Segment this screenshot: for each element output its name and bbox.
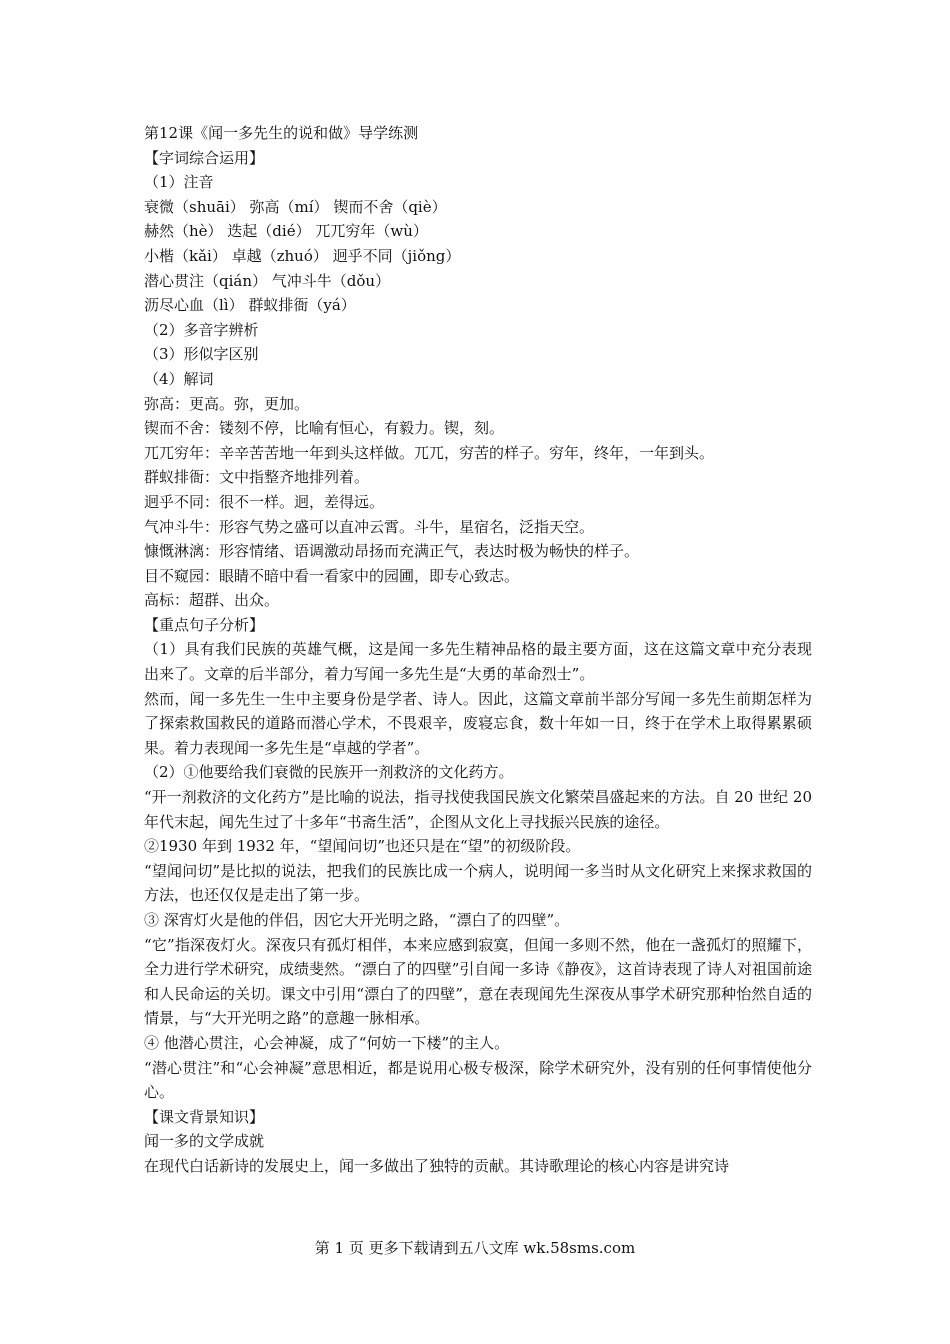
definition-line: 弥高：更高。弥，更加。 (144, 394, 310, 413)
definition-line: 锲而不舍：镂刻不停，比喻有恒心，有毅力。锲，刻。 (144, 419, 505, 438)
question-polyphone: （2）多音字辨析 (144, 320, 259, 339)
analysis-paragraph: （1）具有我们民族的英雄气概，这是闻一多先生精神品格的最主要方面，这在这篇文章中充分表现出来了。文章的后半部分，着力写闻一多先生是“大勇的革命烈士”。 (144, 640, 812, 684)
pinyin-line: 赫然（hè） 迭起（dié） 兀兀穷年（wù） (144, 222, 428, 241)
analysis-paragraph: “潜心贯注”和“心会神凝”意思相近，都是说用心极专极深，除学术研究外，没有别的任何事情使他分心。 (144, 1058, 812, 1102)
analysis-paragraph: “它”指深夜灯火。深夜只有孤灯相伴，本来应感到寂寞，但闻一多则不然，他在一盏孤灯的照耀下，全力进行学术研究，成绩斐然。“漂白了的四壁”引自闻一多诗《静夜》，这首诗表现了诗人对祖国前途和人民命运的关切。课文中引用“漂白了的四壁”，意在表现闻先生深夜从事学术研究那种怡然自适的情景，与“大开光明之路”的意趣一脉相承。 (144, 935, 812, 1028)
analysis-paragraph: “开一剂救济的文化药方”是比喻的说法，指寻找使我国民族文化繁荣昌盛起来的方法。自 20 世纪 20 年代末起，闻先生过了十多年“书斋生活”，企图从文化上寻找振兴民族的途径。 (144, 788, 812, 831)
body-paragraph: 在现代白话新诗的发展史上，闻一多做出了独特的贡献。其诗歌理论的核心内容是讲究诗 (144, 1156, 730, 1175)
section-heading-key-sentences: 【重点句子分析】 (144, 615, 265, 634)
pinyin-line: 沥尽心血（lì） 群蚁排衙（yá） (144, 296, 356, 315)
pinyin-line: 潜心贯注（qián） 气冲斗牛（dǒu） (144, 271, 391, 290)
analysis-paragraph: “望闻问切”是比拟的说法，把我们的民族比成一个病人，说明闻一多当时从文化研究上来探求救国的方法，也还仅仅是走出了第一步。 (144, 861, 812, 905)
pinyin-line: 小楷（kǎi） 卓越（zhuó） 迥乎不同（jiǒng） (144, 246, 461, 265)
question-pinyin: （1）注音 (144, 173, 214, 192)
analysis-paragraph: （2）①他要给我们衰微的民族开一剂救济的文化药方。 (144, 763, 514, 782)
section-heading-vocabulary: 【字词综合运用】 (144, 148, 265, 167)
definition-line: 兀兀穷年：辛辛苦苦地一年到头这样做。兀兀，穷苦的样子。穷年，终年，一年到头。 (144, 443, 715, 462)
page-footer: 第 1 页 更多下载请到五八文库 wk.58sms.com (314, 1239, 636, 1257)
subsection-title: 闻一多的文学成就 (144, 1132, 265, 1151)
section-heading-background: 【课文背景知识】 (144, 1107, 265, 1126)
analysis-paragraph: 然而，闻一多先生一生中主要身份是学者、诗人。因此，这篇文章前半部分写闻一多先生前期怎样为了探索救国救民的道路而潜心学术，不畏艰辛，废寝忘食，数十年如一日，终于在学术上取得累累硕果。着力表现闻一多先生是“卓越的学者”。 (144, 689, 812, 757)
definition-line: 群蚁排衙：文中指整齐地排列着。 (144, 468, 370, 487)
analysis-paragraph: ③ 深宵灯火是他的伴侣，因它大开光明之路，“漂白了的四壁”。 (144, 911, 570, 929)
analysis-paragraph: ④ 他潜心贯注，心会神凝，成了“何妨一下楼”的主人。 (144, 1033, 510, 1052)
document-body (144, 121, 812, 1179)
definition-line: 目不窥园：眼睛不暗中看一看家中的园圃，即专心致志。 (144, 566, 520, 585)
analysis-paragraph: ②1930 年到 1932 年，“望闻问切”也还只是在“望”的初级阶段。 (144, 837, 581, 856)
definition-line: 慷慨淋漓：形容情绪、语调激动昂扬而充满正气，表达时极为畅快的样子。 (144, 542, 640, 561)
question-similar-chars: （3）形似字区别 (144, 345, 259, 364)
question-definitions: （4）解词 (144, 369, 214, 388)
definition-line: 高标：超群、出众。 (144, 591, 280, 610)
definition-line: 气冲斗牛：形容气势之盛可以直冲云霄。斗牛，星宿名，泛指天空。 (144, 517, 595, 536)
definition-line: 迥乎不同：很不一样。迥，差得远。 (144, 492, 385, 511)
pinyin-line: 衰微（shuāi） 弥高（mí） 锲而不舍（qiè） (144, 197, 447, 216)
document-title: 第12课《闻一多先生的说和做》导学练测 (144, 124, 419, 142)
